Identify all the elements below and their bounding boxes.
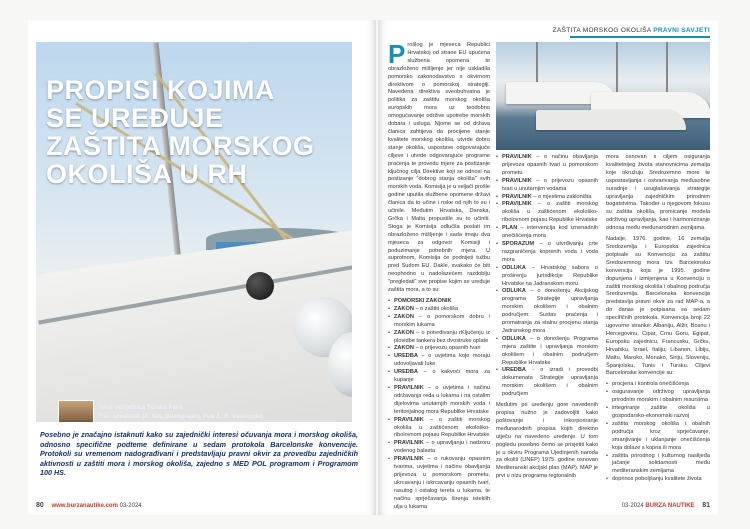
- list-item: • doprinos poboljšanju kvalitete života: [606, 476, 710, 484]
- left-page: [28, 20, 376, 515]
- list-item: • ZAKON – o prijevozu opasnih tvari: [388, 345, 490, 353]
- list-item: • ODLUKA – Hrvatskog sabora o proširenju jurisdikcije Republike Hrvatske na Jadranskom moru: [496, 265, 598, 289]
- page-number: 80: [36, 502, 44, 509]
- regulations-list: [496, 154, 598, 399]
- list-item: • PRAVILNIK – o upravljanju i nadzoru vodenog balasta: [388, 440, 490, 456]
- page-number: 81: [702, 502, 710, 509]
- list-item: • ZAKON – o potvrđivanju rKljučenju iz plovidbe tankera bez dvostruke oplate: [388, 330, 490, 346]
- author-portrait: [58, 400, 94, 422]
- list-item: • PRAVILNIK – o rukovanju opasnim tvarima, uvjetima i načinu obavljanja prijevoza u pomorskom prometu, ukrcavanju i iskrcavanju opasnih tvari, rasutog i ostalog tereta u lukama, te načinu sprječavanja širenja isteklih ulja u lukama: [388, 456, 490, 511]
- title-line: PROPISI KOJIMA: [46, 75, 276, 105]
- title-line: OKOLIŠA U RH: [46, 159, 248, 189]
- column-1: [388, 39, 491, 514]
- list-item: • PRAVILNIK – o zaštiti morskog okoliša u zaštićenom ekološko-ribolovnom pojasu Republike Hrvatske: [496, 201, 598, 225]
- list-item: • zaštita prirodnog i kulturnog naslijeđa jačanje solidarnosti među mediteranskim zemljama: [606, 453, 710, 477]
- section-highlight: PRAVNI SAVJETI: [653, 27, 710, 34]
- credits: [98, 404, 263, 422]
- list-item: • PRAVILNIK – o mjestima zakloništa: [496, 194, 598, 202]
- goals-list: [606, 381, 710, 484]
- list-item: • PRAVILNIK – o prijevozu opasnih tvari u unutarnjim vodama: [496, 178, 598, 194]
- list-item: • osiguravanje održivog upravljanja prirodnim morskim i obalnim resursima: [606, 389, 710, 405]
- section-name: ZAŠTITA MORSKOG OKOLIŠA: [552, 27, 652, 34]
- issue: 03-2024: [621, 503, 644, 509]
- lead-paragraph: Posebno je značajno istaknuti kako su zajednički interesi očuvanja mora i morskog okoliša, odnosno specifične podteme definirane u sedam protokola Barcelonske konvencije. Protokoli su vremenom nadograđivani i predstavljaju pravni okvir za provedbu zajedničkih aktivnosti u zaštiti mora i morskog okoliša, zajedno s MED POL programom i Programom 100 HS.: [40, 430, 358, 478]
- list-item: • UREDBA – o uvjetima koje moraju udovoljavati luke: [388, 353, 490, 369]
- drop-cap: P: [388, 39, 406, 69]
- column-3: [606, 154, 710, 487]
- list-item: • zaštita morskog okoliša i obalnih područja kroz sprječavanje, smanjivanje i uklanjanje onečišćenja koja dolaze s kopna ili mora: [606, 421, 710, 453]
- list-item: • UREDBA - o izradi i provedbi dokumenata Strategije upravljanja morskim okolišem i obalnim područjem: [496, 367, 598, 399]
- regulations-list: [388, 298, 490, 511]
- list-item: • PRAVILNIK – o uvjetima i načinu održavanja reda u lukama i na ostalim dijelovima unutarnjih morskih voda i teritorijalnog mora Republike Hrvatske: [388, 385, 490, 417]
- issue: 03-2024: [119, 503, 142, 509]
- body-paragraph: mora osnovan s ciljem osiguranja kvalitetnijeg života stanovnicima zemalja koje okružuju Sredozemno more te uspostavljanja i ostvarivanja međusobne suradnje i usuglašavanja strategije upravljanja zajedničkim prirodnim bogatstvima. Također u njegovom fokusu su zaštita okoliša, promicanje modela održivog upravljanja, kao i harmoniziranje odnosa među međunarodnim zemljama.: [606, 154, 710, 232]
- credit-text-label: Tekst:: [98, 405, 114, 411]
- right-page: [378, 20, 718, 515]
- marina-photo: [496, 42, 710, 150]
- title-line: ZAŠTITA MORSKOG: [46, 131, 315, 161]
- photo-winch: [246, 272, 274, 300]
- list-item: • ZAKON – o zaštiti okoliša: [388, 306, 490, 314]
- intro-text: rošlog je mjeseca Republici Hrvatskoj od strane EU upućena službena opomena te obrazloženo mišljenje jer nije uskladila pomorsko zakonodavstvo s okvirnom direktivom o pomorskoj strategiji. Navedena direktiva sveobuhvatna je politika za zaštitu morskog okoliša europskih mora uz teodobno omogućavanje održive upotrebe morskih dobara i usluga. Njome se od država članica zahtijeva da procijene stanje kvalitete morskog okoliša, utvrde dobro stanje okoliša, uspostave odgovarajuće ciljeve i utvrde odgovarajuće programe praćenja te provedu mjere za postizanje ključnog cilja Direktive koji se odnosi na postizanje "dobrog stanja okoliša" svih morskih voda. Komisija je u veljači prošle godine uputila službene opomene državi članica da to učine i nske od njih to su i učinile. Međutim Hrvatska, Danska, Grčka i Malta propustile su to učiniti. Stoga je Komisija odlučila poslati im obrazloženo mišljenje i sada imaju dva mjeseca za odgovor Komisiji i poduzimanje potrebnih mjera. U suprotnom, Komisija će podnijeti tužbu pred Sudom EU. Dakle, svakako će biti neophodno u nadolazećem razdoblju "pregledati" sve propise kojim se uređuje zaštita mora, a to su:: [388, 42, 490, 294]
- credit-photo-value: Unsplash (A. Vas, Bucography, Fuu J., R. Vasilovski): [113, 414, 263, 420]
- brand: BURZA NAUTIKE: [645, 503, 695, 509]
- list-item: • UREDBA – o kakvoći mora za kupanje: [388, 369, 490, 385]
- list-item: • ZAKON – o pomorskom dobru i morskim lukama: [388, 314, 490, 330]
- list-item: • POMORSKI ZAKONIK: [388, 298, 490, 306]
- list-item: • ODLUKA – o donošenju Akcijskog programa Strategije upravljanja morskim okolišem i obalnim područjem: Sustav praćenja i promatranja za stalnu procjenu stanja Jadranskog mora: [496, 288, 598, 335]
- list-item: • integriranje zaštite okoliša u gospodarsko-ekonomski razvoj: [606, 405, 710, 421]
- title-line: SE UREĐUJE: [46, 103, 224, 133]
- list-item: • ODLUKA – o donošenju Programa mjera zaštite i upravljanja morskim okolišem i obalnim područjem Republike Hrvatske: [496, 336, 598, 368]
- body-paragraph: Međutim pri uređenju gore navedenih propisa nužno je zadovoljiti kako poštovanje i inkorporiranje međunarodnih propisa kojih direktno utječu na navedeno uređenje. U tom pogledu posebno čemo se prisjetiti kako je u okviru Programa Ujedinjenih naroda za okoliš (UNEP) 1975. godine osnovan Mediteranski akcijski plan (MAP). MAP je prvi u nizu programa regionalnih: [496, 402, 598, 480]
- section-rule: [570, 36, 710, 38]
- photo-boat: [536, 110, 686, 130]
- list-item: • PRAVILNIK – o načinu obavljanja prijevoza opasnih tvari u pomorskom prometu: [496, 154, 598, 178]
- credit-text-value: odvjetnica Tiziana Paris: [115, 405, 184, 411]
- right-folio: [622, 502, 710, 509]
- body-paragraph: Nadalje, 1976. godine, 16 zemalja Sredozemlja i Europska zajednica potpisale su Konvenciju za zaštitu Sredozemnog mora tzv. Barcelonsku konvenciju koja je 1995. godine dopunjena i izmijenjena u Konvenciju o zaštiti morskog okoliša i obalnog područja Sredozemlja. Barcelonska konvencija predstavlja pravni okvir za rad MAP-a, a do danas je potpisana sa sedam specifičnih protokola. Konvencija broji 22 ugovorne stranke: Albaniju, Alžir, Bosnu i Hercegovinu, Cipar, Crnu Goru, Egipat, Europsku zajednicu, Francusku, Grčku, Hrvatsku, Izrael, Italiju, Libanon, Libiju, Maltu, Maroko, Monako, Siriju, Sloveniju, Španjolsku, Tunis i Tursku. Ciljevi Barcelonske konvencije su:: [606, 236, 710, 377]
- column-2: [496, 154, 598, 484]
- website: www.burzanautike.com: [51, 503, 118, 509]
- list-item: • SPORAZUM – o utvrđivanju crte razgraničenja koprenih voda i voda mora: [496, 241, 598, 265]
- section-header: [553, 27, 710, 34]
- list-item: • procjena i kontrola onečišćenja: [606, 381, 710, 389]
- credit-photo-label: Foto:: [98, 414, 112, 420]
- left-folio: [36, 502, 142, 509]
- article-title: [46, 76, 346, 188]
- list-item: • PRAVILNIK – o zaštiti morskog okoliša u zaštićenom ekološko-ribolovnom pojasu Republike Hrvatske: [388, 417, 490, 441]
- list-item: • PLAN – intervencija kod iznenadnih onečišćenja mora: [496, 225, 598, 241]
- sailboat-deck-photo: [36, 42, 352, 422]
